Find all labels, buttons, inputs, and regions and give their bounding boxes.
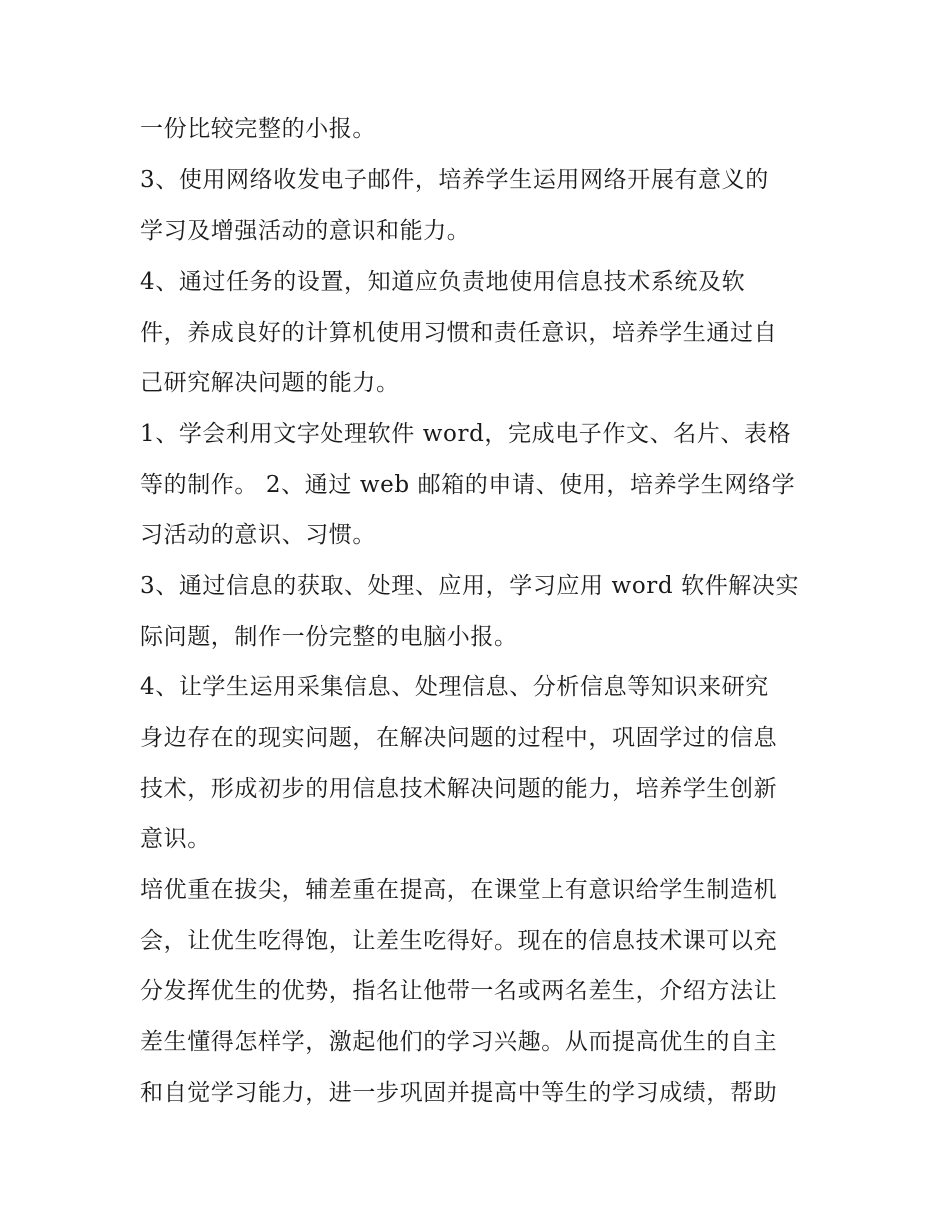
text-line: 技术，形成初步的用信息技术解决问题的能力，培养学生创新 [140,776,778,802]
text-line: 学习及增强活动的意识和能力。 [140,218,471,244]
text-line: 差生懂得怎样学，激起他们的学习兴趣。从而提高优生的自主 [140,1029,778,1055]
text-line: 3、使用网络收发电子邮件，培养学生运用网络开展有意义的 [140,167,769,193]
text-line: 意识。 [140,826,211,852]
text-line: 等的制作。 2、通过 web 邮箱的申请、使用，培养学生网络学 [140,472,796,498]
text-line: 会，让优生吃得饱，让差生吃得好。现在的信息技术课可以充 [140,928,778,954]
text-line: 1、学会利用文字处理软件 word，完成电子作文、名片、表格 [140,421,792,447]
text-line: 分发挥优生的优势，指名让他带一名或两名差生，介绍方法让 [140,978,778,1004]
text-line: 3、通过信息的获取、处理、应用，学习应用 word 软件解决实 [140,573,800,599]
text-line: 和自觉学习能力，进一步巩固并提高中等生的学习成绩，帮助 [140,1080,778,1106]
text-line: 一份比较完整的小报。 [140,116,376,142]
text-line: 4、通过任务的设置，知道应负责地使用信息技术系统及软 [140,269,746,295]
text-line: 身边存在的现实问题，在解决问题的过程中，巩固学过的信息 [140,725,778,751]
text-line: 4、让学生运用采集信息、处理信息、分析信息等知识来研究 [140,674,769,700]
text-line: 习活动的意识、习惯。 [140,522,376,548]
text-line: 培优重在拔尖，辅差重在提高，在课堂上有意识给学生制造机 [140,877,778,903]
text-line: 际问题，制作一份完整的电脑小报。 [140,624,518,650]
text-line: 件，养成良好的计算机使用习惯和责任意识，培养学生通过自 [140,320,778,346]
text-line: 己研究解决问题的能力。 [140,370,400,396]
